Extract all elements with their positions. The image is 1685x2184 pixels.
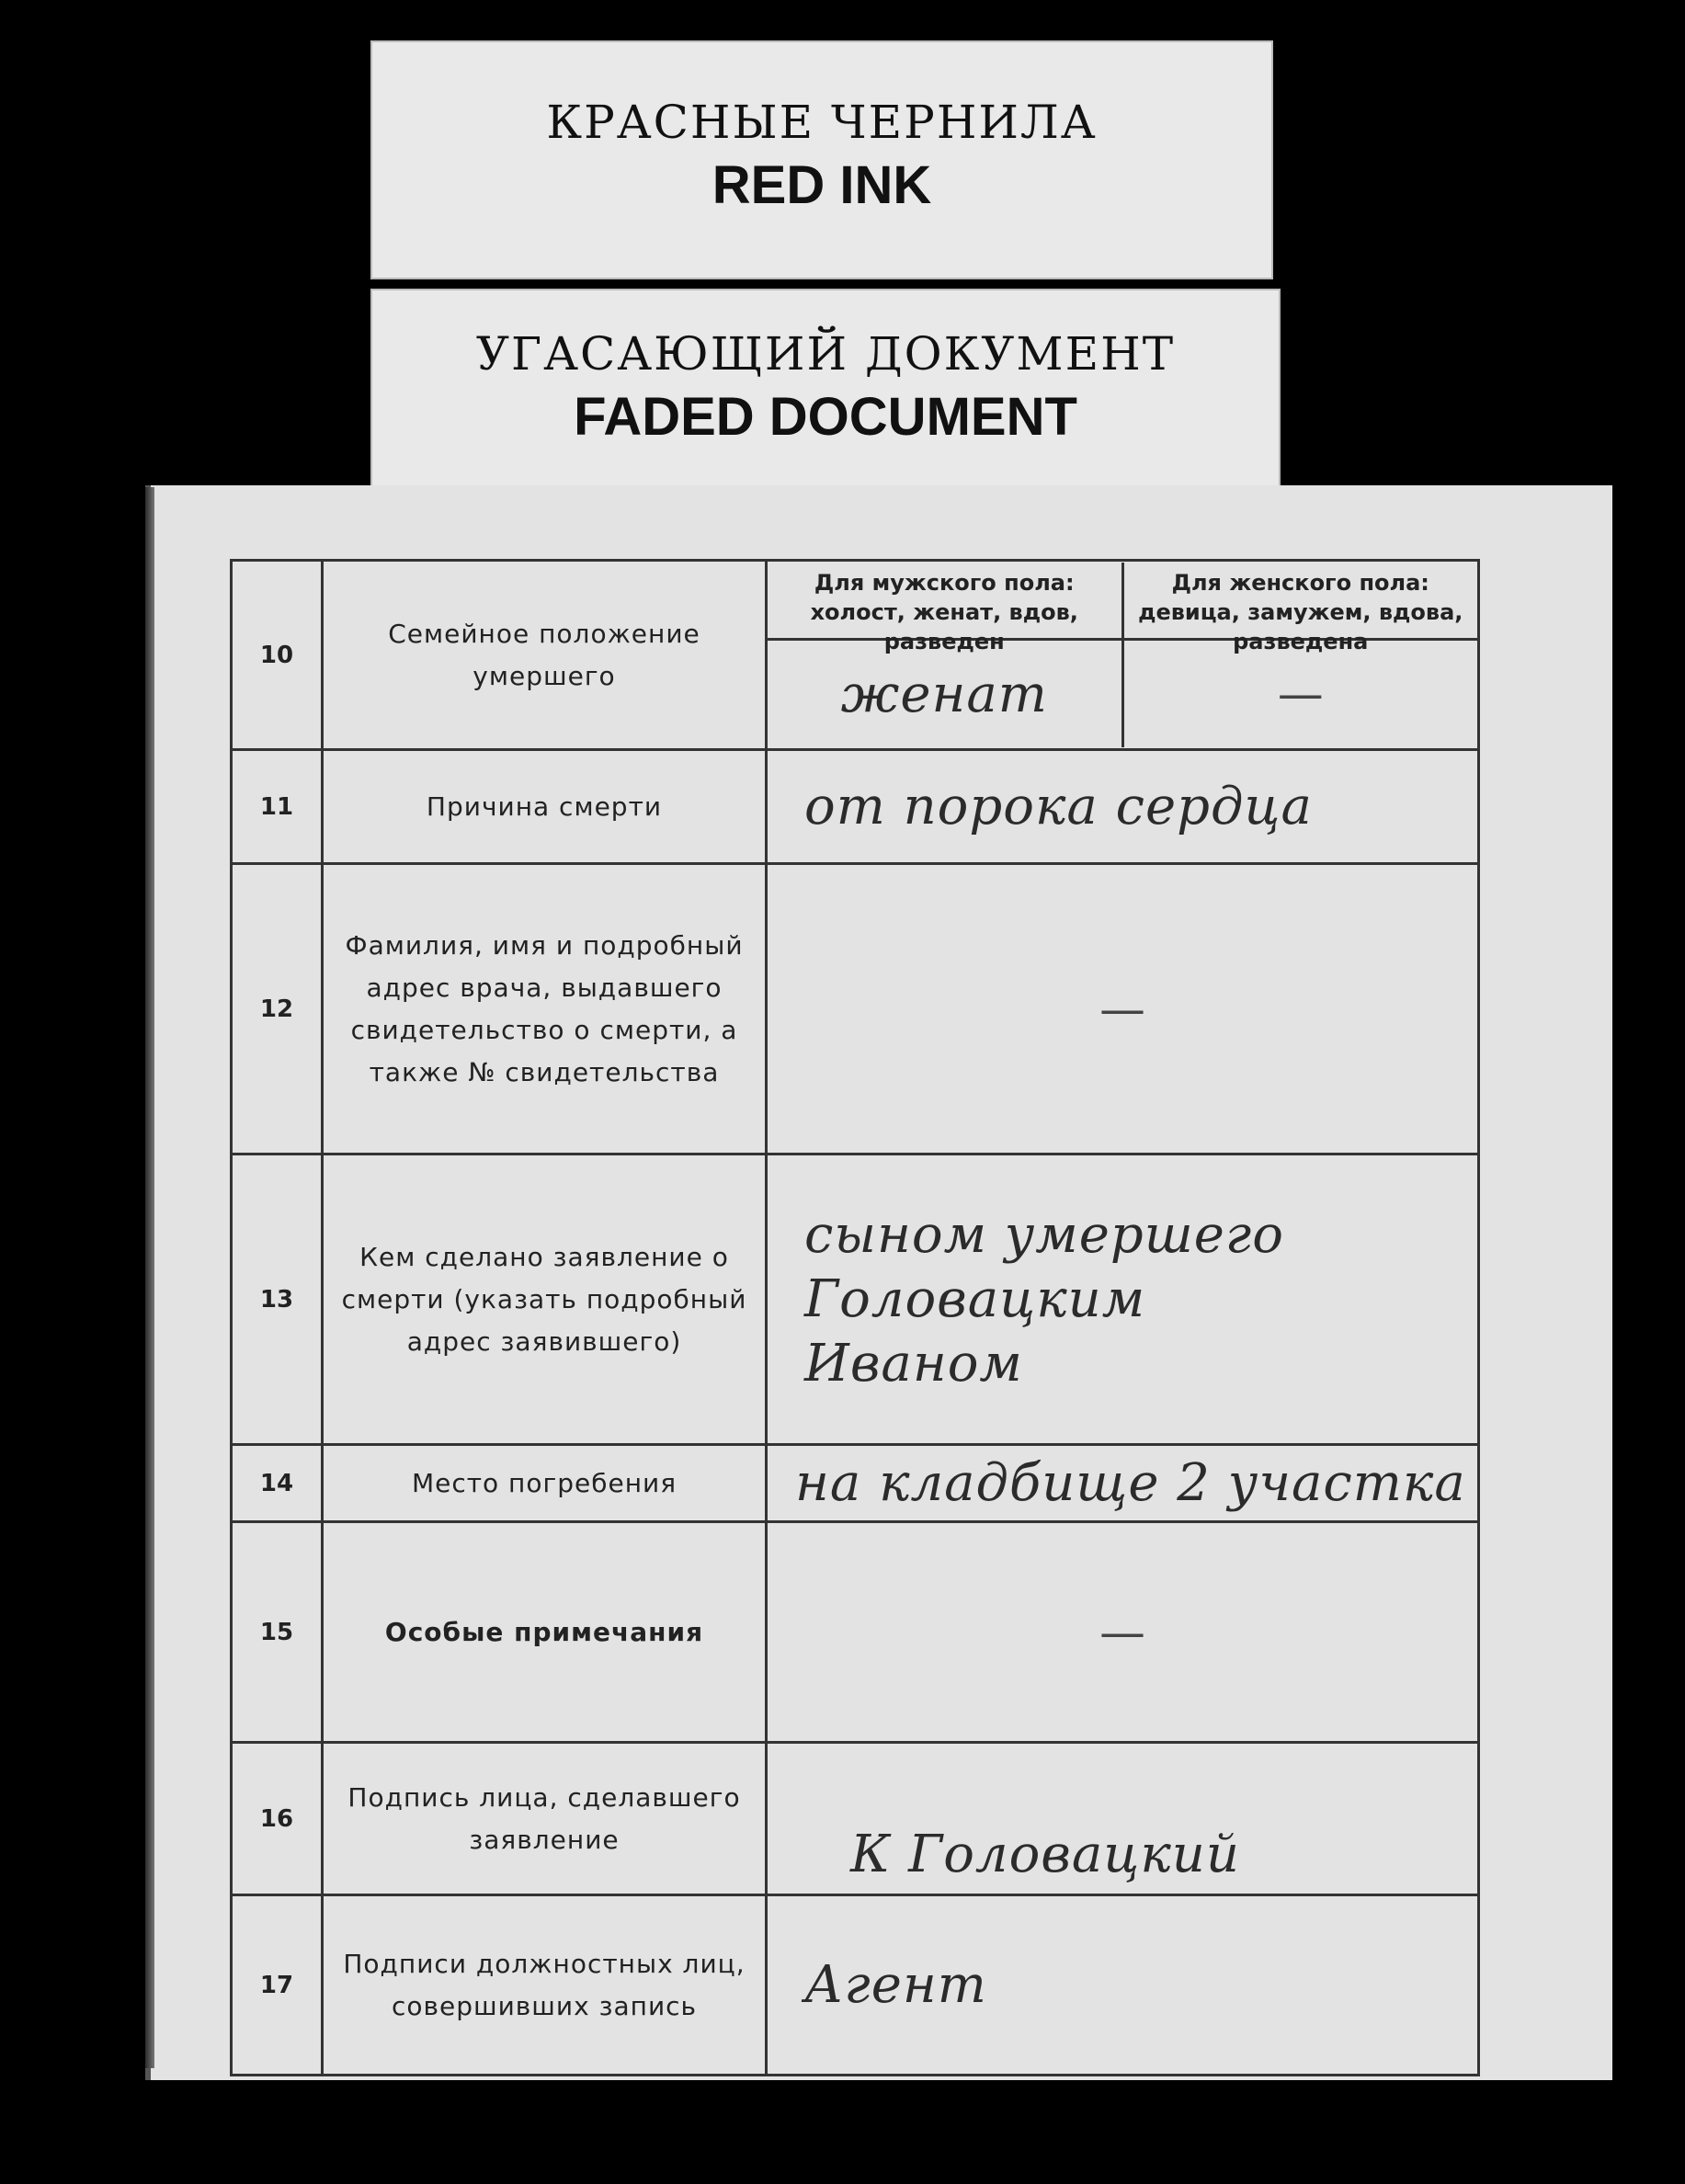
form-row-12 bbox=[232, 864, 1479, 1155]
red-ink-ru: КРАСНЫЕ ЧЕРНИЛА bbox=[546, 96, 1098, 149]
red-ink-en: RED INK bbox=[712, 155, 932, 215]
official-signature: Агент bbox=[804, 1955, 987, 2015]
form-row-15 bbox=[232, 1522, 1479, 1743]
form-row-13 bbox=[232, 1155, 1479, 1445]
male-value: женат bbox=[768, 641, 1124, 747]
row-number: 15 bbox=[232, 1522, 323, 1743]
row-label: Подпись лица, сделавшего заявление bbox=[323, 1743, 767, 1895]
row-label: Кем сделано заявление о смерти (указать подробный адрес заявившего) bbox=[323, 1155, 767, 1445]
declarant-line: Головацким bbox=[804, 1268, 1146, 1329]
row-number: 11 bbox=[232, 750, 323, 864]
sex-headers bbox=[768, 563, 1477, 654]
faded-ru: УГАСАЮЩИЙ ДОКУМЕНТ bbox=[475, 327, 1176, 381]
row-value bbox=[767, 1743, 1479, 1895]
document-sheet bbox=[145, 485, 1612, 2080]
faded-document-label bbox=[370, 289, 1281, 489]
row-label: Особые примечания bbox=[323, 1522, 767, 1743]
row-number: 10 bbox=[232, 561, 323, 750]
form-row-10 bbox=[232, 561, 1479, 750]
row-label: Фамилия, имя и подробный адрес врача, выдавшего свидетельство о смерти, а также № свидетельства bbox=[323, 864, 767, 1155]
form-row-14 bbox=[232, 1445, 1479, 1522]
remarks-value: — bbox=[1099, 1605, 1145, 1659]
row-number: 16 bbox=[232, 1743, 323, 1895]
death-record-form bbox=[230, 559, 1480, 2076]
sheet-left-edge bbox=[145, 487, 154, 2068]
red-ink-label bbox=[370, 40, 1273, 279]
form-row-16 bbox=[232, 1743, 1479, 1895]
declarant-value bbox=[768, 1203, 1477, 1396]
form-row-17 bbox=[232, 1895, 1479, 2076]
declarant-line: Иваном bbox=[804, 1333, 1023, 1393]
row-label: Место погребения bbox=[323, 1445, 767, 1522]
row-value bbox=[767, 1895, 1479, 2076]
row-value bbox=[767, 750, 1479, 864]
row-number: 17 bbox=[232, 1895, 323, 2076]
row-value bbox=[767, 1155, 1479, 1445]
row-value bbox=[767, 1445, 1479, 1522]
faded-en: FADED DOCUMENT bbox=[574, 387, 1077, 447]
row-label: Семейное положение умершего bbox=[323, 561, 767, 750]
row-value bbox=[767, 561, 1479, 750]
form-row-11 bbox=[232, 750, 1479, 864]
female-header: Для женского пола: девица, замужем, вдова, разведена bbox=[1138, 570, 1463, 654]
row-number: 13 bbox=[232, 1155, 323, 1445]
cause-of-death: от порока сердца bbox=[804, 777, 1313, 836]
male-header: Для мужского пола: холост, женат, вдов, разведен bbox=[768, 563, 1124, 638]
declarant-line: сыном умершего bbox=[804, 1204, 1284, 1265]
row-value bbox=[767, 1522, 1479, 1743]
row-number: 12 bbox=[232, 864, 323, 1155]
row-label: Причина смерти bbox=[323, 750, 767, 864]
row-label: Подписи должностных лиц, совершивших запись bbox=[323, 1895, 767, 2076]
doctor-value: — bbox=[1099, 982, 1145, 1036]
declarant-signature: К Головацкий bbox=[850, 1825, 1240, 1884]
sex-values bbox=[768, 641, 1477, 747]
female-value: — bbox=[1277, 667, 1324, 721]
row-value bbox=[767, 864, 1479, 1155]
row-number: 14 bbox=[232, 1445, 323, 1522]
burial-place: на кладбище 2 участка bbox=[795, 1453, 1466, 1513]
